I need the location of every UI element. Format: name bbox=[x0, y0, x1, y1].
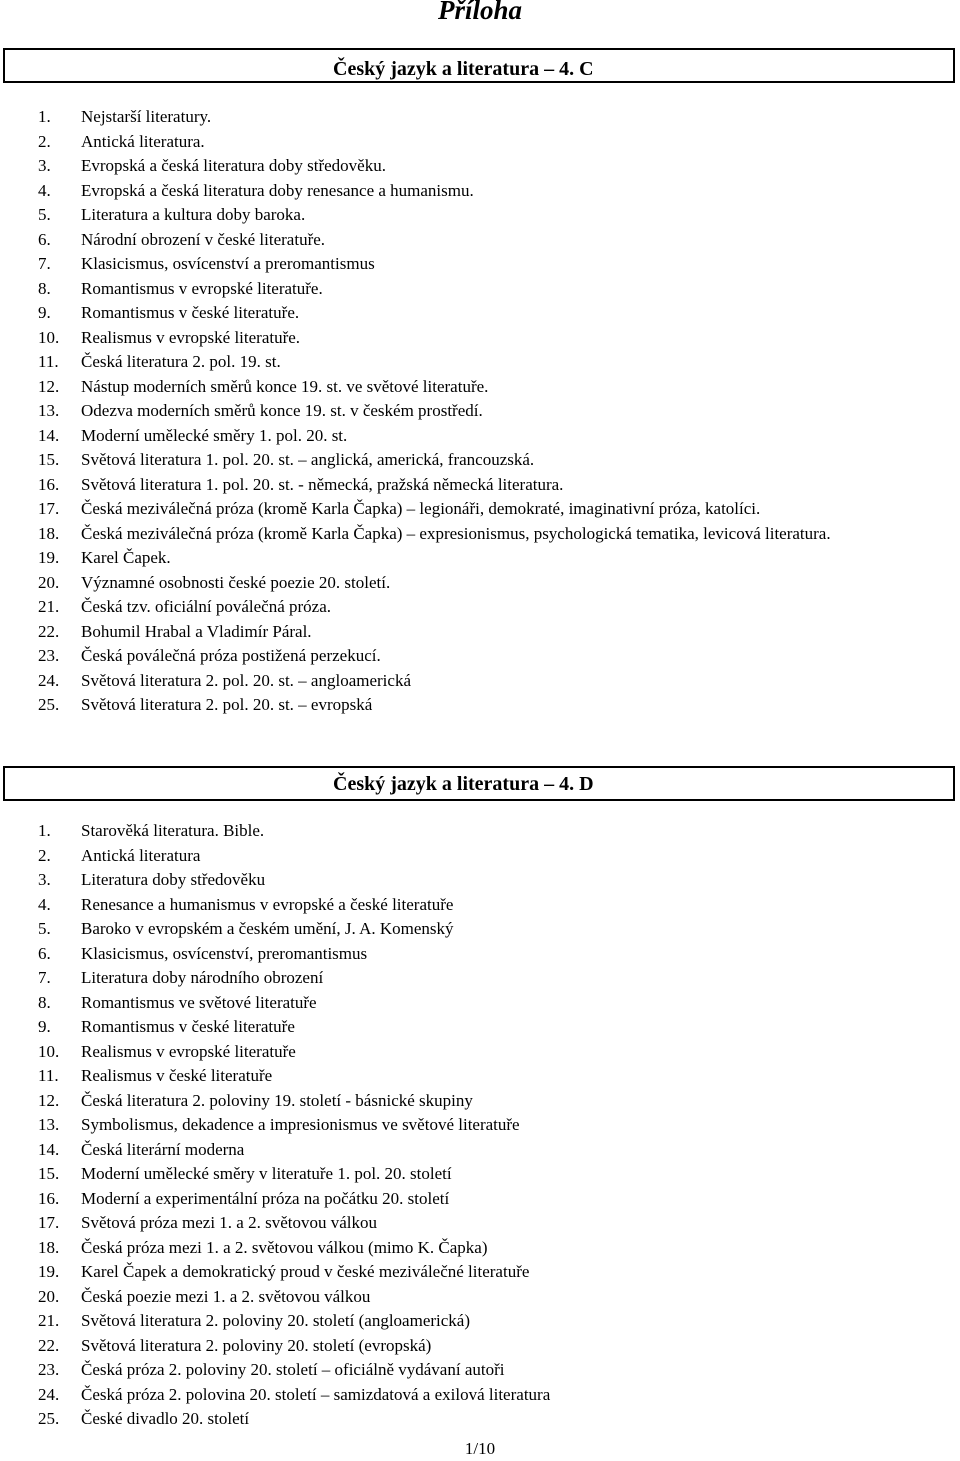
list-item bbox=[0, 130, 930, 155]
list-item-number: 6. bbox=[38, 229, 51, 249]
list-item-number: 9. bbox=[38, 1017, 51, 1036]
list-item-text: Klasicismus, osvícenství, preromantismus bbox=[81, 943, 368, 963]
list-item bbox=[0, 620, 930, 645]
list-item-number: 25. bbox=[38, 1409, 60, 1428]
topic-list-4c bbox=[0, 105, 930, 718]
list-item bbox=[0, 1236, 930, 1261]
list-item bbox=[0, 868, 930, 893]
list-item bbox=[0, 893, 930, 918]
list-item bbox=[0, 228, 930, 253]
list-item-number: 15. bbox=[38, 450, 60, 469]
list-item-number: 3. bbox=[38, 156, 51, 175]
list-item-text: Literatura a kultura doby baroka. bbox=[81, 205, 306, 224]
list-item bbox=[0, 1285, 930, 1310]
list-item-number: 16. bbox=[38, 1188, 60, 1208]
list-item-text: Evropská a česká literatura doby středověku. bbox=[81, 156, 386, 175]
list-item-text: Světová literatura 2. poloviny 20. století (evropská) bbox=[81, 1335, 432, 1355]
list-item bbox=[0, 375, 930, 400]
list-item-text: Národní obrození v české literatuře. bbox=[81, 229, 326, 249]
list-item bbox=[0, 203, 930, 228]
topic-list-4d bbox=[0, 819, 930, 1432]
list-item-number: 3. bbox=[38, 870, 51, 889]
list-item-text: Antická literatura bbox=[81, 845, 201, 865]
list-item-text: Karel Čapek. bbox=[81, 548, 171, 567]
list-item-text: Renesance a humanismus v evropské a české literatuře bbox=[81, 894, 454, 914]
list-item-text: Česká literární moderna bbox=[81, 1139, 245, 1159]
list-item-number: 2. bbox=[38, 845, 51, 865]
list-item-number: 11. bbox=[38, 1066, 59, 1085]
list-item bbox=[0, 966, 930, 991]
list-item-text: Realismus v evropské literatuře. bbox=[81, 327, 301, 347]
list-item bbox=[0, 1138, 930, 1163]
list-item bbox=[0, 1358, 930, 1383]
list-item bbox=[0, 1383, 930, 1408]
list-item-text: Romantismus ve světové literatuře bbox=[81, 992, 317, 1012]
list-item-number: 12. bbox=[38, 376, 60, 396]
list-item-text: Romantismus v evropské literatuře. bbox=[81, 278, 323, 298]
list-item bbox=[0, 301, 930, 326]
list-item bbox=[0, 844, 930, 869]
list-item bbox=[0, 252, 930, 277]
list-item-number: 12. bbox=[38, 1090, 60, 1110]
list-item-text: Významné osobnosti české poezie 20. století. bbox=[81, 572, 391, 592]
list-item bbox=[0, 154, 930, 179]
list-item bbox=[0, 1211, 930, 1236]
list-item-text: Světová literatura 1. pol. 20. st. - německá, pražská německá literatura. bbox=[81, 474, 564, 494]
list-item-number: 21. bbox=[38, 1311, 60, 1330]
list-item-number: 23. bbox=[38, 1360, 60, 1379]
list-item-text: Česká poezie mezi 1. a 2. světovou válkou bbox=[81, 1286, 371, 1306]
list-item-number: 10. bbox=[38, 1041, 60, 1061]
list-item-text: Literatura doby středověku bbox=[81, 870, 266, 889]
list-item-text: Realismus v evropské literatuře bbox=[81, 1041, 296, 1061]
list-item-number: 8. bbox=[38, 992, 51, 1012]
list-item-number: 1. bbox=[38, 821, 51, 840]
list-item-number: 15. bbox=[38, 1164, 60, 1183]
list-item-text: Česká poválečná próza postižená perzekucí. bbox=[81, 646, 381, 665]
list-item-text: Česká meziválečná próza (kromě Karla Čapka) – legionáři, demokraté, imaginativní próza, katolíci. bbox=[81, 499, 761, 518]
list-item-text: Česká literatura 2. poloviny 19. století - básnické skupiny bbox=[81, 1090, 473, 1110]
list-item bbox=[0, 644, 930, 669]
list-item-text: Moderní umělecké směry 1. pol. 20. st. bbox=[81, 425, 348, 445]
list-item bbox=[0, 522, 930, 547]
list-item-number: 6. bbox=[38, 943, 51, 963]
list-item bbox=[0, 1162, 930, 1187]
list-item bbox=[0, 917, 930, 942]
list-item-text: Baroko v evropském a českém umění, J. A. Komenský bbox=[81, 919, 454, 938]
list-item bbox=[0, 1064, 930, 1089]
list-item bbox=[0, 1089, 930, 1114]
list-item-text: Literatura doby národního obrození bbox=[81, 968, 324, 987]
list-item-text: Česká próza 2. polovina 20. století – samizdatová a exilová literatura bbox=[81, 1384, 551, 1404]
list-item-number: 16. bbox=[38, 474, 60, 494]
list-item-text: Starověká literatura. Bible. bbox=[81, 821, 265, 840]
list-item-number: 4. bbox=[38, 180, 51, 200]
list-item-text: Světová literatura 2. pol. 20. st. – evropská bbox=[81, 695, 373, 714]
list-item-text: Odezva moderních směrů konce 19. st. v českém prostředí. bbox=[81, 401, 483, 420]
list-item-number: 20. bbox=[38, 572, 60, 592]
list-item-text: Romantismus v české literatuře. bbox=[81, 303, 300, 322]
page-title: Příloha bbox=[437, 0, 523, 25]
list-item-text: Klasicismus, osvícenství a preromantismus bbox=[81, 254, 375, 273]
list-item-number: 18. bbox=[38, 523, 60, 543]
list-item-number: 7. bbox=[38, 968, 51, 987]
list-item-number: 19. bbox=[38, 1262, 60, 1281]
list-item-number: 14. bbox=[38, 1139, 60, 1159]
list-item-number: 22. bbox=[38, 621, 60, 641]
list-item-number: 17. bbox=[38, 1213, 60, 1232]
list-item bbox=[0, 819, 930, 844]
list-item bbox=[0, 1015, 930, 1040]
list-item-text: Moderní umělecké směry v literatuře 1. pol. 20. století bbox=[81, 1164, 452, 1183]
list-item-text: Světová literatura 2. poloviny 20. století (angloamerická) bbox=[81, 1311, 470, 1330]
list-item-number: 19. bbox=[38, 548, 60, 567]
list-item bbox=[0, 1040, 930, 1065]
list-item-number: 11. bbox=[38, 352, 59, 371]
section-heading-4c: Český jazyk a literatura – 4. C bbox=[333, 58, 594, 80]
list-item-number: 2. bbox=[38, 131, 51, 151]
list-item-text: Česká próza mezi 1. a 2. světovou válkou (mimo K. Čapka) bbox=[81, 1237, 488, 1257]
list-item bbox=[0, 399, 930, 424]
list-item-number: 10. bbox=[38, 327, 60, 347]
list-item-text: Česká tzv. oficiální poválečná próza. bbox=[81, 597, 332, 616]
list-item bbox=[0, 693, 930, 718]
list-item-text: Světová próza mezi 1. a 2. světovou válkou bbox=[81, 1213, 378, 1232]
list-item bbox=[0, 595, 930, 620]
list-item-text: Česká meziválečná próza (kromě Karla Čapka) – expresionismus, psychologická tematika, levicová literatura. bbox=[81, 523, 831, 543]
list-item-number: 24. bbox=[38, 670, 60, 690]
list-item-text: Moderní a experimentální próza na počátku 20. století bbox=[81, 1188, 450, 1208]
list-item bbox=[0, 991, 930, 1016]
list-item bbox=[0, 497, 930, 522]
list-item-number: 4. bbox=[38, 894, 51, 914]
list-item-number: 24. bbox=[38, 1384, 60, 1404]
list-item-text: Nástup moderních směrů konce 19. st. ve světové literatuře. bbox=[81, 376, 489, 396]
list-item bbox=[0, 1187, 930, 1212]
list-item bbox=[0, 277, 930, 302]
list-item-text: Světová literatura 2. pol. 20. st. – angloamerická bbox=[81, 670, 411, 690]
list-item-number: 5. bbox=[38, 205, 51, 224]
list-item bbox=[0, 473, 930, 498]
list-item-number: 1. bbox=[38, 107, 51, 126]
list-item-text: Bohumil Hrabal a Vladimír Páral. bbox=[81, 621, 312, 641]
list-item-text: Karel Čapek a demokratický proud v české meziválečné literatuře bbox=[81, 1262, 530, 1281]
list-item-number: 7. bbox=[38, 254, 51, 273]
list-item bbox=[0, 1309, 930, 1334]
list-item-number: 20. bbox=[38, 1286, 60, 1306]
list-item-number: 21. bbox=[38, 597, 60, 616]
list-item-number: 17. bbox=[38, 499, 60, 518]
list-item-number: 23. bbox=[38, 646, 60, 665]
list-item bbox=[0, 942, 930, 967]
list-item-number: 18. bbox=[38, 1237, 60, 1257]
list-item bbox=[0, 105, 930, 130]
list-item-text: Světová literatura 1. pol. 20. st. – anglická, americká, francouzská. bbox=[81, 450, 535, 469]
list-item bbox=[0, 179, 930, 204]
list-item-number: 5. bbox=[38, 919, 51, 938]
list-item-text: Evropská a česká literatura doby renesance a humanismu. bbox=[81, 180, 474, 200]
list-item-number: 13. bbox=[38, 1115, 60, 1134]
list-item bbox=[0, 1113, 930, 1138]
list-item bbox=[0, 1260, 930, 1285]
list-item bbox=[0, 448, 930, 473]
list-item-number: 14. bbox=[38, 425, 60, 445]
section-heading-4d: Český jazyk a literatura – 4. D bbox=[333, 773, 594, 795]
list-item-text: Česká literatura 2. pol. 19. st. bbox=[81, 352, 281, 371]
list-item bbox=[0, 571, 930, 596]
list-item-text: Nejstarší literatury. bbox=[81, 107, 212, 126]
list-item bbox=[0, 424, 930, 449]
list-item-number: 22. bbox=[38, 1335, 60, 1355]
list-item bbox=[0, 669, 930, 694]
list-item-text: Antická literatura. bbox=[81, 131, 205, 151]
list-item-text: Symbolismus, dekadence a impresionismus ve světové literatuře bbox=[81, 1115, 520, 1134]
list-item-text: České divadlo 20. století bbox=[81, 1409, 250, 1428]
list-item-number: 8. bbox=[38, 278, 51, 298]
list-item bbox=[0, 1334, 930, 1359]
list-item bbox=[0, 326, 930, 351]
list-item-number: 25. bbox=[38, 695, 60, 714]
list-item bbox=[0, 546, 930, 571]
list-item-text: Česká próza 2. poloviny 20. století – oficiálně vydávaní autoři bbox=[81, 1360, 505, 1379]
list-item-number: 9. bbox=[38, 303, 51, 322]
list-item-text: Realismus v české literatuře bbox=[81, 1066, 273, 1085]
list-item-number: 13. bbox=[38, 401, 60, 420]
list-item bbox=[0, 1407, 930, 1432]
list-item bbox=[0, 350, 930, 375]
page-number: 1/10 bbox=[464, 1439, 496, 1458]
list-item-text: Romantismus v české literatuře bbox=[81, 1017, 295, 1036]
